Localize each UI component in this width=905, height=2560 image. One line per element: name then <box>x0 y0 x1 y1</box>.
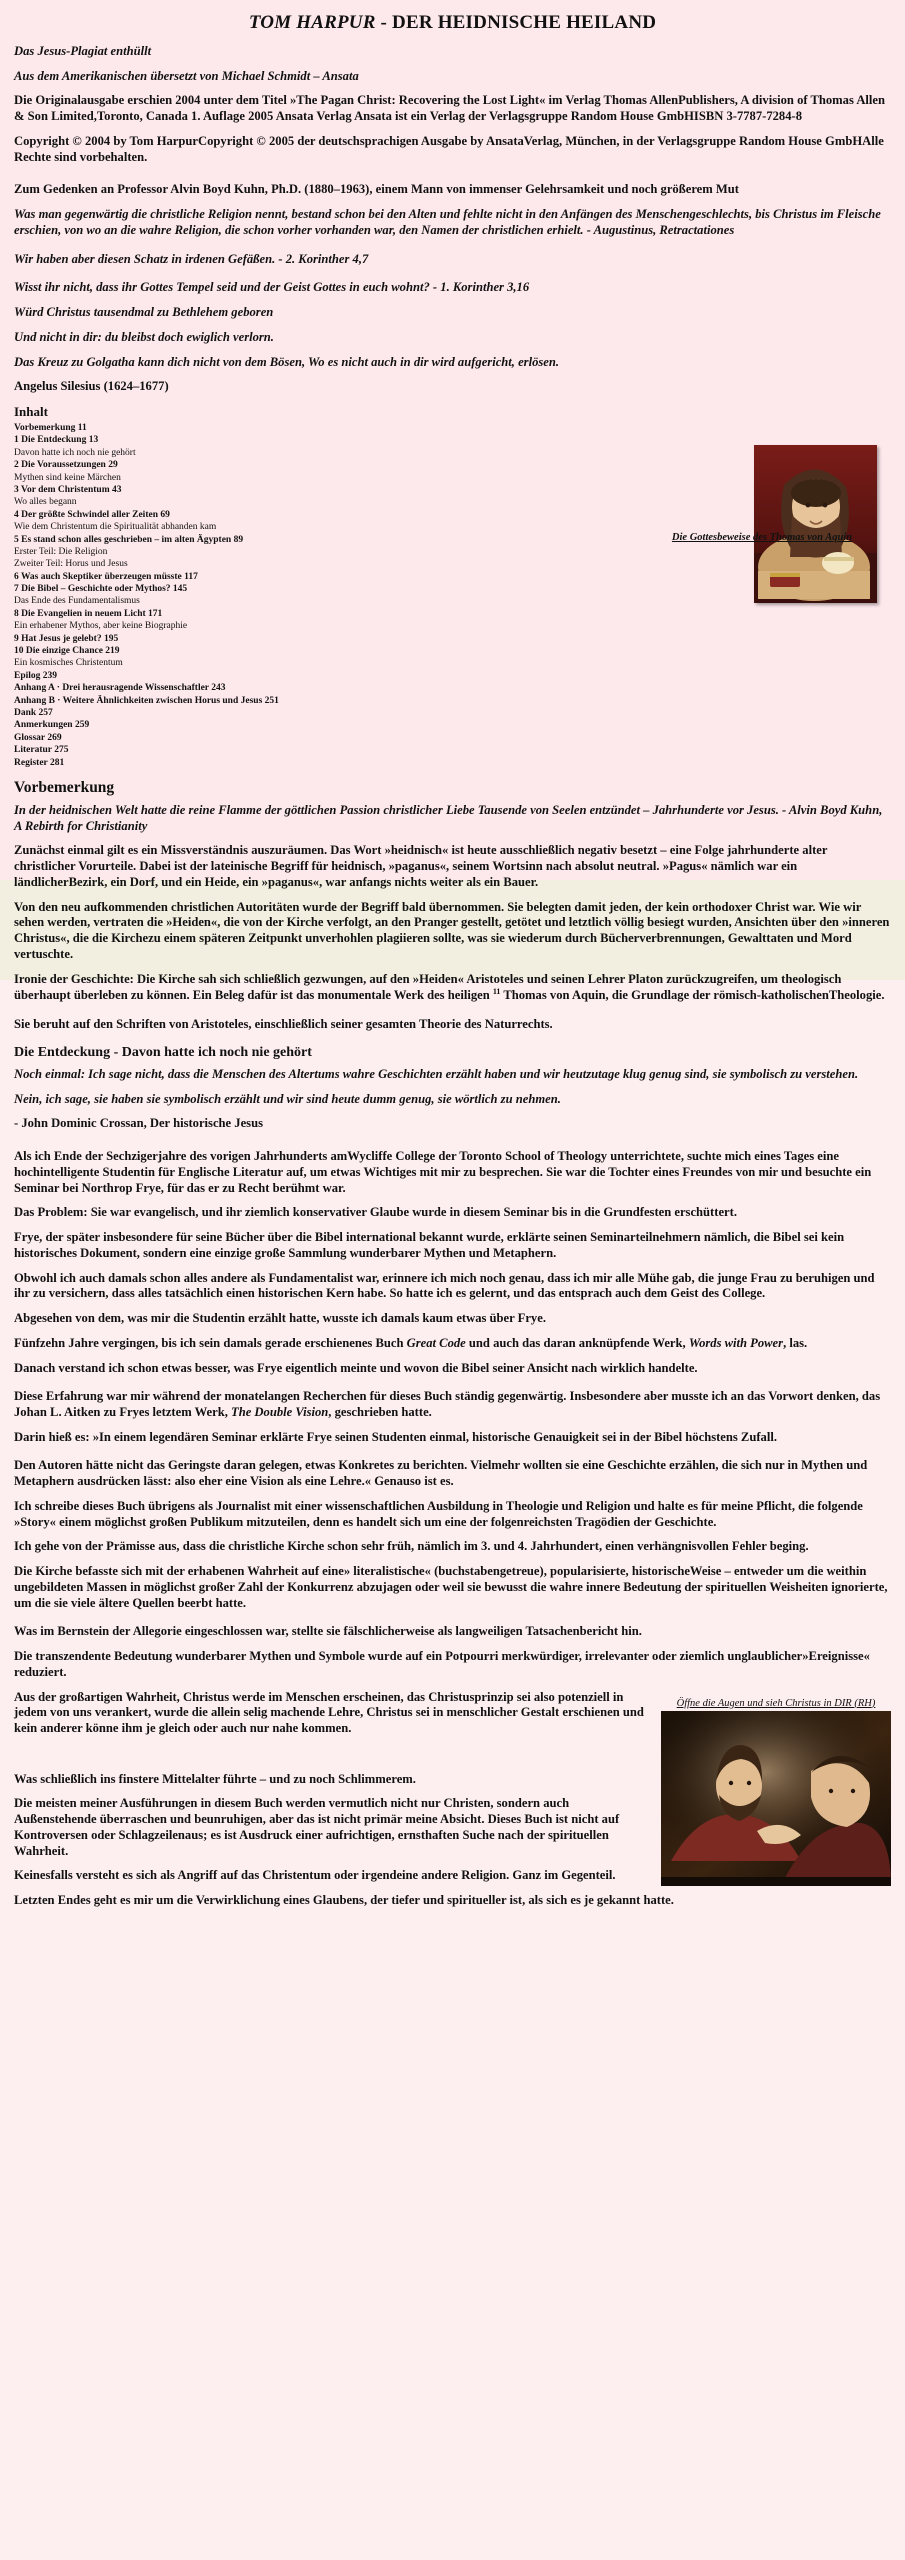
list-item[interactable]: Glossar 269 <box>14 732 62 743</box>
page-title <box>14 12 891 34</box>
list-item[interactable]: 9 Hat Jesus je gelebt? 195 <box>14 633 119 644</box>
entdeckung-paragraph-14: Was im Bernstein der Allegorie eingeschlossen war, stellte sie fälschlicherweise als langweiligen Tatsachenbericht hin. <box>14 1624 642 1639</box>
entdeckung-paragraph-8-a: Diese Erfahrung war mir während der monatelangen Recherchen für dieses Buch ständig gegenwärtig. Insbesondere aber musste ich an das Vorwort denken, das Johan L. Aitken zu Fryes letztem Werk, <box>14 1389 881 1419</box>
closing-paragraph-5: Letzten Endes geht es mir um die Verwirklichung eines Glaubens, der tiefer und spiritueller ist, als sich es je gekannt hatte. <box>14 1893 674 1908</box>
list-item[interactable]: Register 281 <box>14 757 65 768</box>
christ-painting-image <box>661 1711 891 1886</box>
quote-augustinus: Was man gegenwärtig die christliche Religion nennt, bestand schon bei den Alten und fehlte nicht in den Anfängen des Menschengeschlechts, bis Christus im Fleische erschien, von wo an die wahre Religion, die schon vorher vorhanden war, den Namen der christlichen erhielt. - Augustinus, Retractationes <box>14 207 881 237</box>
vorbemerkung-epigraph: In der heidnischen Welt hatte die reine Flamme der göttlichen Passion christlicher Liebe Tausende von Seelen entzündet – Jahrhunderte vor Jesus. - Alvin Boyd Kuhn, A Rebirth for Christianity <box>14 802 883 833</box>
quote-korinther-4-7: Wir haben aber diesen Schatz in irdenen Gefäßen. - 2. Korinther 4,7 <box>14 251 369 266</box>
list-item[interactable]: Anhang B · Weitere Ähnlichkeiten zwischen Horus und Jesus 251 <box>14 695 279 706</box>
section-heading-entdeckung-sub: - Davon hatte ich noch nie gehört <box>110 1044 312 1060</box>
entdeckung-paragraph-8 <box>14 1389 891 1420</box>
entdeckung-quote-source: - John Dominic Crossan, Der historische Jesus <box>14 1116 263 1131</box>
spacer <box>14 1141 891 1149</box>
list-item[interactable]: Anhang A · Drei herausragende Wissenschaftler 243 <box>14 683 226 694</box>
list-item: Davon hatte ich noch nie gehört <box>14 447 136 458</box>
list-item: Zweiter Teil: Horus und Jesus <box>14 559 128 570</box>
entdeckung-paragraph-5: Abgesehen von dem, was mir die Studentin erzählt hatte, wusste ich damals kaum etwas über Frye. <box>14 1311 546 1326</box>
dir-figure-block <box>661 1692 891 1886</box>
aquinas-portrait-image <box>754 445 877 603</box>
section-heading-entdeckung <box>14 1045 891 1061</box>
vorbemerkung-paragraph-1: Zunächst einmal gilt es ein Missverständnis auszuräumen. Das Wort »heidnisch« ist heute ausschließlich negativ besetzt – eine Folge jahrhunderte alter christlicher Vorurteile. Dabei ist der lateinische Begriff für heidnisch, »paganus«, seinem Wortsinn nach absolut neutral. »Pagus« nämlich war ein ländlicherBezirk, ein Dorf, und ein Heide, ein »paganus«, war anfangs nichts weiter als ein Bauer. <box>14 843 828 889</box>
list-item: Ein erhabener Mythos, aber keine Biographie <box>14 621 188 632</box>
entdeckung-paragraph-9: Darin hieß es: »In einem legendären Seminar erklärte Frye seinen Studenten einmal, historische Genauigkeit sei in der Bibel höchstens Zufall. <box>14 1429 777 1444</box>
list-item[interactable]: Vorbemerkung 11 <box>14 423 87 434</box>
entdeckung-paragraph-8-b: , geschrieben hatte. <box>328 1404 432 1419</box>
list-item[interactable]: 8 Die Evangelien in neuem Licht 171 <box>14 608 163 619</box>
entdeckung-paragraph-12: Ich gehe von der Prämisse aus, dass die christliche Kirche schon sehr früh, nämlich im 3. und 4. Jahrhundert, einen verhängnisvollen Fehler beging. <box>14 1539 809 1554</box>
entdeckung-paragraph-1: Als ich Ende der Sechzigerjahre des vorigen Jahrhunderts amWycliffe College der Toronto School of Theology unterrichtete, suchte mich eines Tages eine hochintelligente Studentin für Englische Literatur auf, um etwas Wichtiges mit mir zu besprechen. Sie war die Tochter eines Freundes von mir und besuchte ein Seminar bei Northrop Frye, für das er zu Recht berühmt war. <box>14 1149 872 1195</box>
entdeckung-paragraph-15: Die transzendente Bedeutung wunderbarer Mythen und Symbole wurde auf ein Potpourri merkwürdiger, irrelevanter oder ziemlich unglaublicher»Ereignisse« reduziert. <box>14 1649 870 1679</box>
aquinas-image-caption: Die Gottesbeweise des Thomas von Aquin <box>671 532 853 543</box>
entdeckung-paragraph-10: Den Autoren hätte nicht das Geringste daran gelegen, etwas Konkretes zu berichten. Vielmehr wollten sie eine Geschichte erzählen, die sich nur in Mythen und Metaphern ausdrücken lässt: also eher eine Vision als eine Lehre.« Genauso ist es. <box>14 1458 868 1489</box>
list-item: Mythen sind keine Märchen <box>14 472 121 483</box>
vorbemerkung-paragraph-3 <box>14 972 891 1005</box>
page-title-author: TOM HARPUR <box>248 12 376 33</box>
poem-line-2: Und nicht in dir: du bleibst doch ewiglich verlorn. <box>14 329 274 344</box>
translator-line: Aus dem Amerikanischen übersetzt von Michael Schmidt – Ansata <box>14 68 359 83</box>
list-item: Ein kosmisches Christentum <box>14 658 123 669</box>
list-item[interactable]: 5 Es stand schon alles geschrieben – im alten Ägypten 89 <box>14 534 244 545</box>
vorbemerkung-paragraph-3-a: Ironie der Geschichte: Die Kirche sah sich schließlich gezwungen, auf den »Heiden« Aristoteles und seinen Lehrer Platon zurückzugreifen, um theologisch überhaupt überleben zu können. Ein Beleg dafür ist das monumentale Werk des heiligen <box>14 971 842 1003</box>
entdeckung-quote-1: Noch einmal: Ich sage nicht, dass die Menschen des Altertums wahre Geschichten erzählt haben und wir heutzutage klug genug sind, sie symbolisch zu verstehen. <box>14 1066 859 1081</box>
closing-paragraph-4: Keinesfalls versteht es sich als Angriff auf das Christentum oder irgendeine andere Religion. Ganz im Gegenteil. <box>14 1868 616 1883</box>
list-item[interactable]: 1 Die Entdeckung 13 <box>14 435 99 446</box>
closing-paragraph-2: Was schließlich ins finstere Mittelalter führte – und zu noch Schlimmerem. <box>14 1771 416 1786</box>
footnote-marker: 11 <box>492 987 501 997</box>
subtitle-line: Das Jesus-Plagiat enthüllt <box>14 44 152 58</box>
entdeckung-paragraph-7: Danach verstand ich schon etwas besser, was Frye eigentlich meinte und wovon die Bibel seiner Ansicht nach wirklich handelte. <box>14 1360 698 1375</box>
entdeckung-paragraph-6-c: , las. <box>783 1335 808 1350</box>
list-item[interactable]: Anmerkungen 259 <box>14 720 90 731</box>
copyright-info: Copyright © 2004 by Tom HarpurCopyright © 2005 der deutschsprachigen Ausgabe by AnsataVerlag, München, in der Verlagsgruppe Random House GmbHAlle Rechte sind vorbehalten. <box>14 133 884 164</box>
list-item[interactable]: 2 Die Voraussetzungen 29 <box>14 460 118 471</box>
dir-image-caption: Öffne die Augen und sieh Christus in DIR (RH) <box>676 1697 876 1709</box>
vorbemerkung-paragraph-3-b: Thomas von Aquin, die Grundlage der römisch-katholischenTheologie. <box>503 988 885 1003</box>
poem-line-3: Das Kreuz zu Golgatha kann dich nicht von dem Bösen, Wo es nicht auch in dir wird aufgericht, erlösen. <box>14 354 560 369</box>
poem-author: Angelus Silesius (1624–1677) <box>14 379 169 394</box>
quote-korinther-3-16: Wisst ihr nicht, dass ihr Gottes Tempel seid und der Geist Gottes in euch wohnt? - 1. Korinther 3,16 <box>14 280 530 295</box>
original-edition-info: Die Originalausgabe erschien 2004 unter dem Titel »The Pagan Christ: Recovering the Lost Light« im Verlag Thomas AllenPublishers, A division of Thomas Allen & Son Limited,Toronto, Canada 1. Auflage 2005 Ansata Verlag Ansata ist ein Verlag der Verlagsgruppe Random House GmbHISBN 3-7787-7284-8 <box>14 93 886 124</box>
list-item[interactable]: Dank 257 <box>14 708 53 718</box>
list-item: Wo alles begann <box>14 497 77 508</box>
list-item[interactable]: 7 Die Bibel – Geschichte oder Mythos? 145 <box>14 584 188 595</box>
book-title-words-with-power: Words with Power <box>688 1335 784 1350</box>
entdeckung-quote-2: Nein, ich sage, sie haben sie symbolisch erzählt und wir sind heute dumm genug, sie wörtlich zu nehmen. <box>14 1091 561 1106</box>
closing-paragraph-3: Die meisten meiner Ausführungen in diesem Buch werden vermutlich nicht nur Christen, sondern auch Außenstehende überraschen und beunruhigen, aber das ist nicht primär meine Absicht. Dieses Buch ist nicht auf Kontroversen oder Schlagzeilenaus; es ist Ausdruck einer aufrichtigen, ernsthaften Suche nach der spirituellen Wahrheit. <box>14 1796 620 1858</box>
dedication: Zum Gedenken an Professor Alvin Boyd Kuhn, Ph.D. (1880–1963), einem Mann von immenser Gelehrsamkeit und noch größerem Mut <box>14 182 739 197</box>
entdeckung-paragraph-6 <box>14 1336 891 1352</box>
entdeckung-paragraph-4: Obwohl ich auch damals schon alles andere als Fundamentalist war, erinnere ich mich noch genau, dass ich mir alle Mühe gab, die junge Frau zu beruhigen und ihr zu versichern, dass alles tatsächlich einen historischen Kern habe. So hatte ich es gelernt, und das entsprach auch dem Geist des College. <box>14 1270 875 1301</box>
spacer <box>14 174 891 182</box>
entdeckung-paragraph-6-a: Fünfzehn Jahre vergingen, bis ich sein damals gerade erschienenes Buch <box>14 1335 407 1350</box>
list-item[interactable]: 6 Was auch Skeptiker überzeugen müsste 117 <box>14 571 198 582</box>
document-content <box>14 12 891 1909</box>
list-item: Das Ende des Fundamentalismus <box>14 596 140 607</box>
book-title-double-vision: The Double Vision <box>231 1404 329 1419</box>
vorbemerkung-paragraph-4: Sie beruht auf den Schriften von Aristoteles, einschließlich seiner gesamten Theorie des Naturrechts. <box>14 1017 553 1032</box>
vorbemerkung-paragraph-2: Von den neu aufkommenden christlichen Autoritäten wurde der Begriff bald übernommen. Sie belegten damit jeden, der kein orthodoxer Christ war. Wie wir sehen werden, vertraten die »Heiden«, die von der Kirche verfolgt, an den Pranger gestellt, getötet und letztlich völlig besiegt wurden, Ansichten über den »inneren Christus«, die die Kirchezu einem späteren Zeitpunkt unverhohlen plagiieren sollte, was sie wiederum durch Bücherverbrennungen, Gewalttaten und Mord vertuschte. <box>14 899 890 961</box>
entdeckung-paragraph-6-b: und auch das daran anknüpfende Werk, <box>465 1335 689 1350</box>
list-item: Erster Teil: Die Religion <box>14 546 108 557</box>
list-item[interactable]: Epilog 239 <box>14 670 58 681</box>
closing-paragraph-1: Aus der großartigen Wahrheit, Christus werde im Menschen erscheinen, das Christusprinzip sei also potenziell in jedem von uns verankert, wurde die allein selig machende Lehre, Christus sei in menschlicher Gestalt erschienen und kein anderer könne ihm je gleich oder auch nur nahe kommen. <box>14 1689 644 1735</box>
toc-heading: Inhalt <box>14 404 48 420</box>
list-item[interactable]: 4 Der größte Schwindel aller Zeiten 69 <box>14 509 170 520</box>
poem-line-1: Würd Christus tausendmal zu Bethlehem geboren <box>14 305 274 320</box>
section-heading-entdeckung-main: Die Entdeckung <box>14 1044 111 1060</box>
list-item[interactable]: Literatur 275 <box>14 745 69 756</box>
list-item[interactable]: 10 Die einzige Chance 219 <box>14 646 120 657</box>
entdeckung-paragraph-2: Das Problem: Sie war evangelisch, und ihr ziemlich konservativer Glaube wurde in diesem Seminar bis in die Grundfesten erschüttert. <box>14 1205 737 1220</box>
entdeckung-paragraph-13: Die Kirche befasste sich mit der erhabenen Wahrheit auf eine» literalistische« (buchstabengetreue), popularisierte, historischeWeise – entweder um die weithin ungebildeten Massen in möglichst großer Zahl der Konkurrenz abzujagen oder weil sie bewusst die wahre innere Bedeutung der spirituellen Weisheiten ignorierte, um die sie viele ältere Quellen beerbt hatte. <box>14 1564 888 1610</box>
page-title-rest: - DER HEIDNISCHE HEILAND <box>375 12 657 33</box>
list-item: Wie dem Christentum die Spiritualität abhanden kam <box>14 522 217 533</box>
entdeckung-paragraph-11: Ich schreibe dieses Buch übrigens als Journalist mit einer wissenschaftlichen Ausbildung in Theologie und Religion und halte es für meine Pflicht, die folgende »Story« einem möglichst großen Publikum mitzuteilen, denn es handelt sich um eine der folgenreichsten Tragödien der Geschichte. <box>14 1498 863 1529</box>
section-heading-vorbemerkung: Vorbemerkung <box>14 778 115 796</box>
entdeckung-paragraph-3: Frye, der später insbesondere für seine Bücher über die Bibel international bekannt wurde, erklärte seinen Seminarteilnehmern nämlich, die Bibel sei kein historisches Dokument, sondern eine einzige große Sammlung wunderbarer Mythen und Metaphern. <box>14 1230 845 1260</box>
book-title-great-code: Great Code <box>406 1335 466 1350</box>
list-item[interactable]: 3 Vor dem Christentum 43 <box>14 484 122 495</box>
